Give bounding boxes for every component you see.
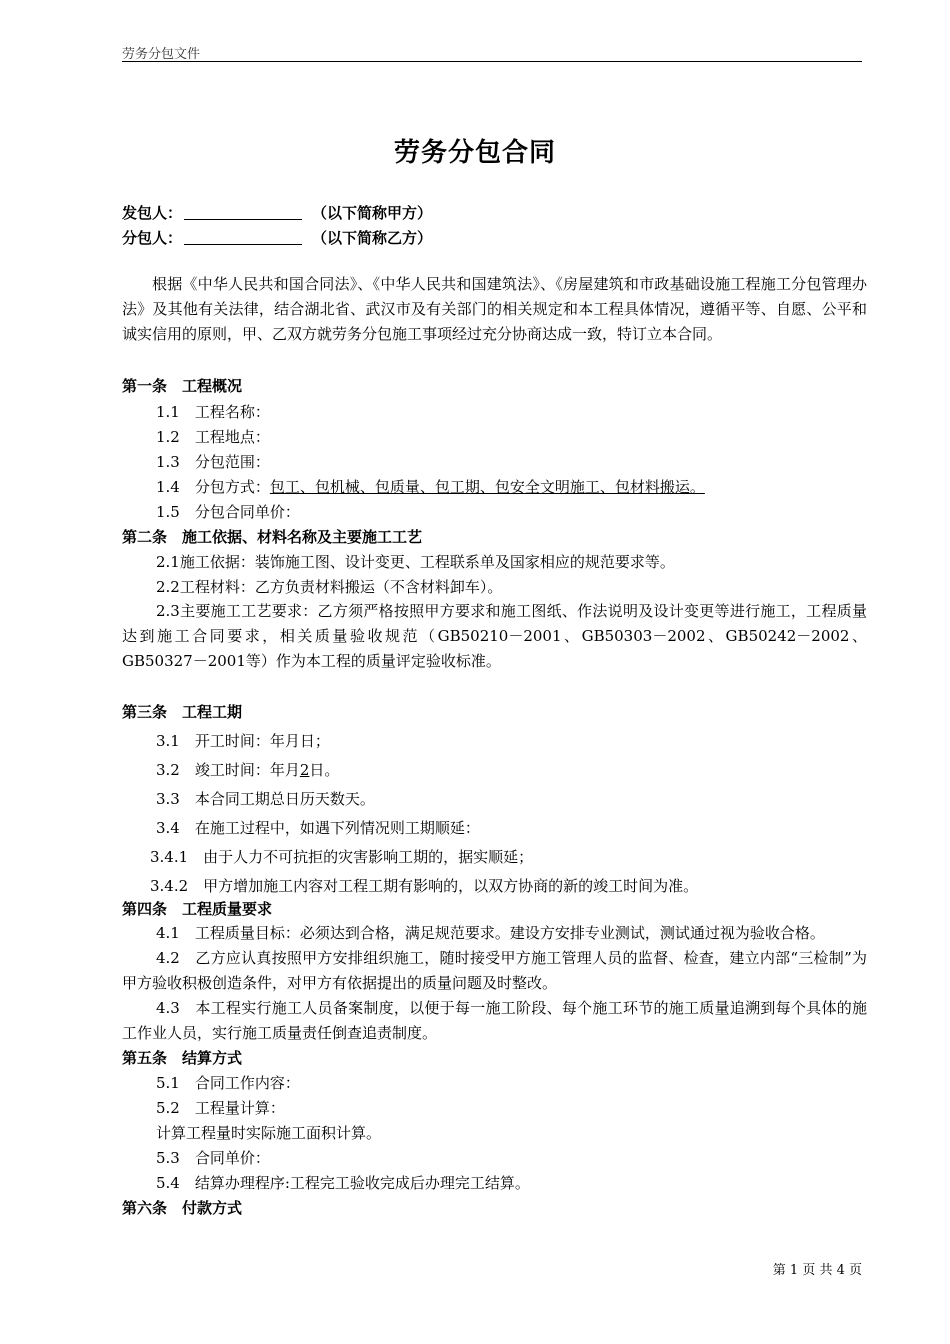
header-divider <box>122 61 862 62</box>
page-header: 劳务分包文件 <box>122 47 201 62</box>
item-3-2 <box>156 759 339 780</box>
article-5-heading: 第五条 结算方式 <box>122 1049 243 1067</box>
item-1-5: 1.5 分包合同单价： <box>156 503 300 521</box>
contractor-line <box>122 202 432 223</box>
item-3-4-1: 3.4.1 由于人力不可抗拒的灾害影响工期的，据实顺延； <box>150 848 534 866</box>
subcontractor-line <box>122 227 432 248</box>
item-5-4: 5.4 结算办理程序:工程完工验收完成后办理完工结算。 <box>156 1174 530 1192</box>
item-3-2-text: 3.2 竣工时间：年月 <box>156 761 300 779</box>
item-1-4-value: 包工、包机械、包质量、包工期、包安全文明施工、包材料搬运。 <box>269 478 705 496</box>
subcontractor-label: 分包人： <box>122 229 183 247</box>
item-1-3: 1.3 分包范围： <box>156 453 270 471</box>
document-title: 劳务分包合同 <box>393 138 556 168</box>
contractor-blank[interactable] <box>184 205 302 220</box>
item-2-2: 2.2工程材料：乙方负责材料搬运（不含材料卸车）。 <box>156 578 503 596</box>
subcontractor-note: （以下简称乙方） <box>312 229 433 247</box>
article-4-heading: 第四条 工程质量要求 <box>122 900 273 918</box>
contractor-label: 发包人： <box>122 204 183 222</box>
item-3-4-2: 3.4.2 甲方增加施工内容对工程工期有影响的，以双方协商的新的竣工时间为准。 <box>150 877 699 895</box>
article-3-heading: 第三条 工程工期 <box>122 703 243 721</box>
intro-paragraph: 根据《中华人民共和国合同法》、《中华人民共和国建筑法》、《房屋建筑和市政基础设施工程施工分包管理办法》及其他有关法律，结合湖北省、武汉市及有关部门的相关规定和本工程具体情况，遵循平等、自愿、公平和诚实信用的原则，甲、乙双方就劳务分包施工事项经过充分协商达成一致，特订立本合同。 <box>122 275 867 343</box>
item-3-1: 3.1 开工时间：年月日； <box>156 732 330 750</box>
article-6-heading: 第六条 付款方式 <box>122 1199 243 1217</box>
subcontractor-blank[interactable] <box>184 230 302 245</box>
item-1-4 <box>156 476 705 497</box>
item-4-3: 4.3 本工程实行施工人员备案制度，以便于每一施工阶段、每个施工环节的施工质量追溯到每个具体的施工作业人员，实行施工质量责任倒查追责制度。 <box>122 999 867 1042</box>
article-2-heading: 第二条 施工依据、材料名称及主要施工工艺 <box>122 528 423 546</box>
article-1-heading: 第一条 工程概况 <box>122 377 243 395</box>
contractor-note: （以下简称甲方） <box>312 204 433 222</box>
item-2-3: 2.3主要施工工艺要求：乙方须严格按照甲方要求和施工图纸、作法说明及设计变更等进行施工，工程质量达到施工合同要求，相关质量验收规范（GB50210－2001、GB50303－2002、GB50242－2002、GB50327－2001等）作为本工程的质量评定验收标准。 <box>122 602 867 670</box>
item-5-3: 5.3 合同单价： <box>156 1149 270 1167</box>
item-2-1: 2.1施工依据：装饰施工图、设计变更、工程联系单及国家相应的规范要求等。 <box>156 553 675 571</box>
item-4-1: 4.1 工程质量目标：必须达到合格，满足规范要求。建设方安排专业测试，测试通过视为验收合格。 <box>156 924 825 942</box>
item-1-1: 1.1 工程名称： <box>156 403 270 421</box>
page-number: 第 1 页 共 4 页 <box>772 1263 862 1278</box>
item-3-2-day: 2 <box>299 761 310 779</box>
item-3-4: 3.4 在施工过程中，如遇下列情况则工期顺延： <box>156 819 480 837</box>
item-1-4-label: 1.4 分包方式： <box>156 478 270 496</box>
item-1-2: 1.2 工程地点： <box>156 428 270 446</box>
item-5-2: 5.2 工程量计算： <box>156 1099 285 1117</box>
item-3-2-suffix: 日。 <box>309 761 340 779</box>
item-5-1: 5.1 合同工作内容： <box>156 1074 300 1092</box>
item-3-3: 3.3 本合同工期总日历天数天。 <box>156 790 375 808</box>
item-4-2: 4.2 乙方应认真按照甲方安排组织施工，随时接受甲方施工管理人员的监督、检查，建立内部“三检制”为甲方验收积极创造条件，对甲方有依据提出的质量问题及时整改。 <box>122 949 867 992</box>
item-5-2-note: 计算工程量时实际施工面积计算。 <box>156 1124 382 1142</box>
